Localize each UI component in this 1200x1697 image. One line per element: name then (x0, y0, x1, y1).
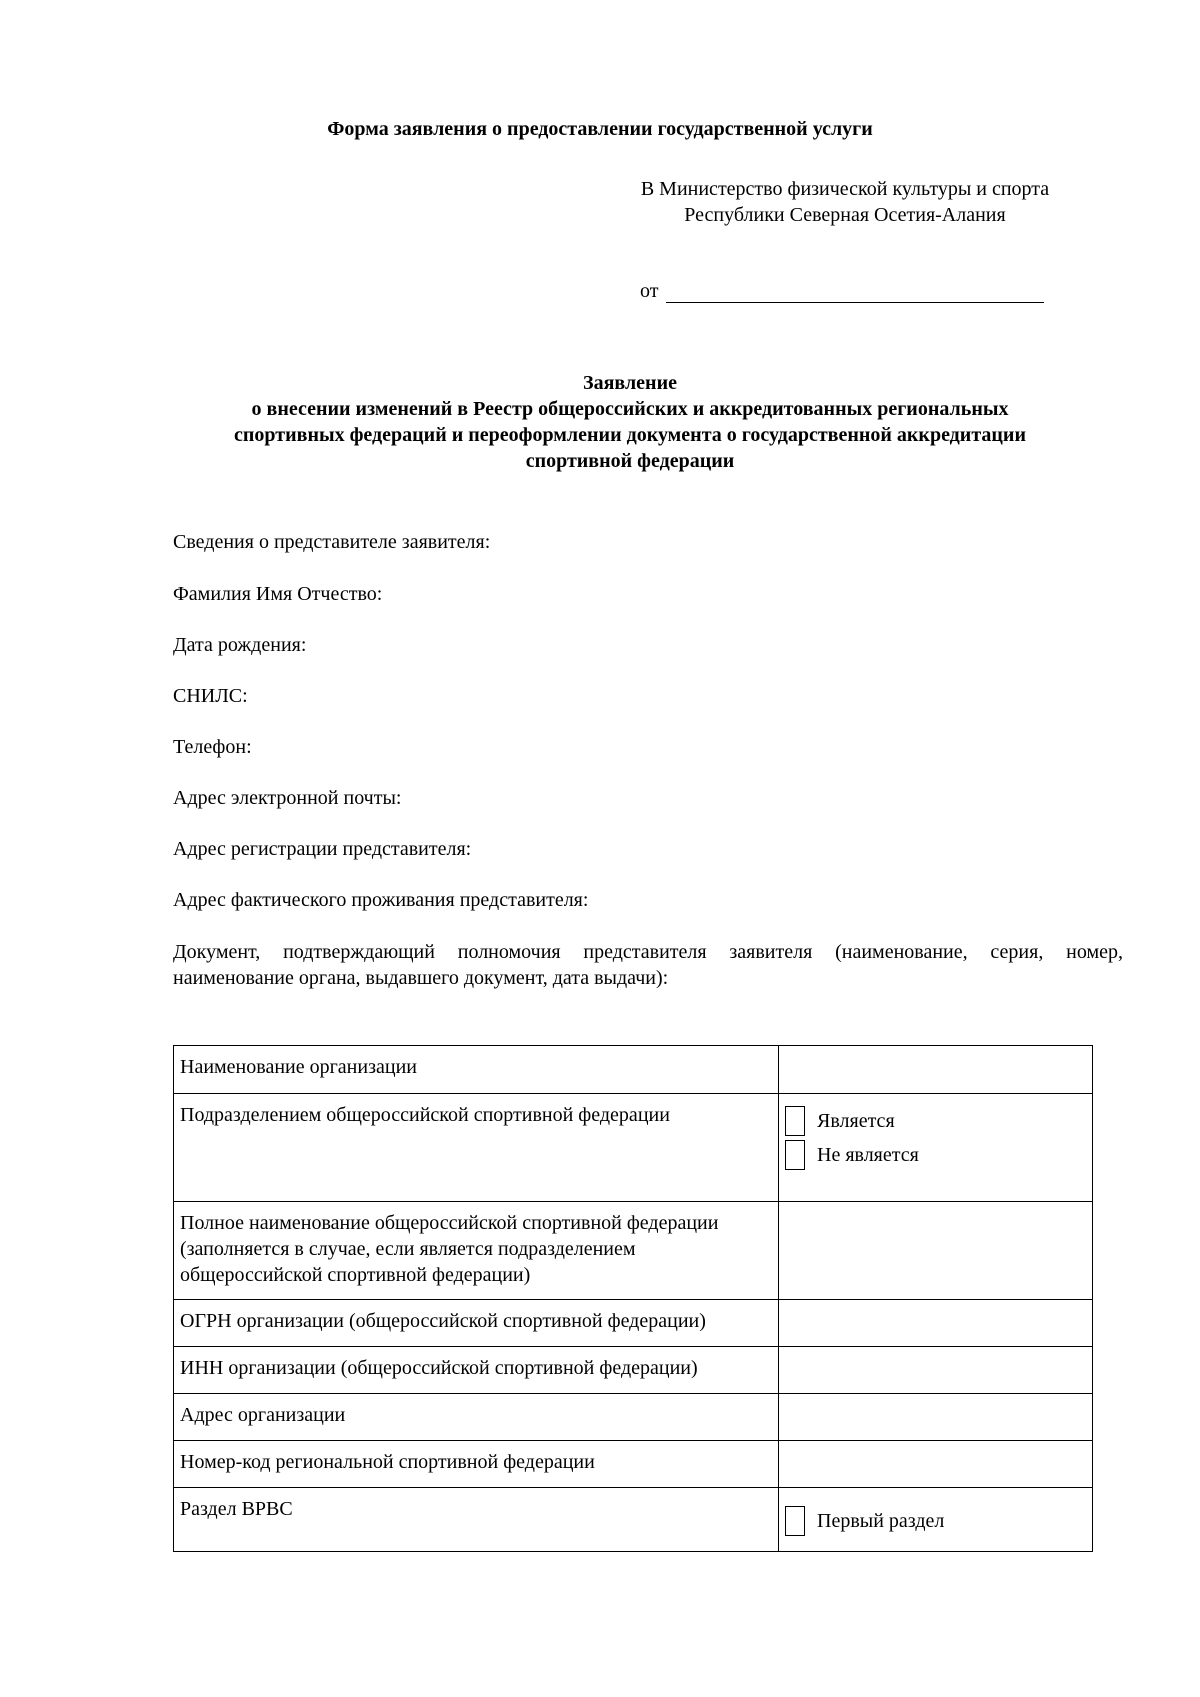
option-first-section[interactable] (785, 1506, 1086, 1536)
table-row (174, 1300, 1093, 1347)
table-row (174, 1094, 1093, 1202)
application-title-line-3: спортивных федераций и переоформлении документа о государственной аккредитации (234, 424, 1026, 446)
representative-heading: Сведения о представителе заявителя: (173, 531, 491, 553)
birth-date-field: Дата рождения: (173, 634, 307, 656)
row-value-cell[interactable] (779, 1394, 1093, 1441)
checkbox-is-not[interactable] (785, 1140, 805, 1170)
checkbox-is[interactable] (785, 1106, 805, 1136)
email-field: Адрес электронной почты: (173, 787, 402, 809)
phone-field: Телефон: (173, 736, 252, 758)
application-title-line-1: Заявление (583, 372, 677, 394)
actual-address-field: Адрес фактического проживания представителя: (173, 889, 589, 911)
row-value-cell[interactable] (779, 1202, 1093, 1300)
table-row (174, 1488, 1093, 1552)
option-is-not[interactable] (785, 1140, 1086, 1170)
checkbox-first-section[interactable] (785, 1506, 805, 1536)
row-label: ИНН организации (общероссийской спортивной федерации) (174, 1347, 779, 1394)
row-options-cell (779, 1488, 1093, 1552)
row-value-cell[interactable] (779, 1300, 1093, 1347)
addressee-block (595, 176, 1095, 228)
from-blank-field[interactable] (666, 282, 1044, 303)
row-label: Наименование организации (174, 1046, 779, 1094)
table-row (174, 1394, 1093, 1441)
row-options-cell (779, 1094, 1093, 1202)
option-label: Первый раздел (817, 1510, 945, 1532)
row-value-cell[interactable] (779, 1046, 1093, 1094)
application-title-line-2: о внесении изменений в Реестр общероссийских и аккредитованных региональных (251, 398, 1009, 420)
table-row (174, 1046, 1093, 1094)
row-label: ОГРН организации (общероссийской спортивной федерации) (174, 1300, 779, 1347)
from-label: от (640, 280, 659, 302)
full-name-field: Фамилия Имя Отчество: (173, 583, 383, 605)
row-label: Раздел ВРВС (174, 1488, 779, 1552)
row-value-cell[interactable] (779, 1347, 1093, 1394)
application-title (0, 370, 1200, 474)
option-label: Является (817, 1110, 895, 1132)
row-label: Полное наименование общероссийской спортивной федерации (заполняется в случае, если является подразделением общероссийской спортивной федерации) (174, 1202, 779, 1300)
addressee-line-1: В Министерство физической культуры и спорта (640, 178, 1050, 200)
application-title-line-4: спортивной федерации (525, 450, 735, 472)
option-label: Не является (817, 1144, 919, 1166)
form-title: Форма заявления о предоставлении государственной услуги (327, 118, 873, 140)
addressee-line-2: Республики Северная Осетия-Алания (684, 204, 1006, 226)
option-is[interactable] (785, 1106, 1086, 1136)
reg-address-field: Адрес регистрации представителя: (173, 838, 472, 860)
row-label: Подразделением общероссийской спортивной федерации (174, 1094, 779, 1202)
table-row (174, 1202, 1093, 1300)
row-label: Адрес организации (174, 1394, 779, 1441)
table-row (174, 1347, 1093, 1394)
row-label: Номер-код региональной спортивной федерации (174, 1441, 779, 1488)
from-line (640, 279, 1044, 303)
snils-field: СНИЛС: (173, 685, 248, 707)
row-value-cell[interactable] (779, 1441, 1093, 1488)
authority-document-field: Документ, подтверждающий полномочия представителя заявителя (наименование, серия, номер, наименование органа, выдавшего документ, дата выдачи): (173, 941, 1123, 989)
organization-table (173, 1045, 1093, 1552)
table-row (174, 1441, 1093, 1488)
